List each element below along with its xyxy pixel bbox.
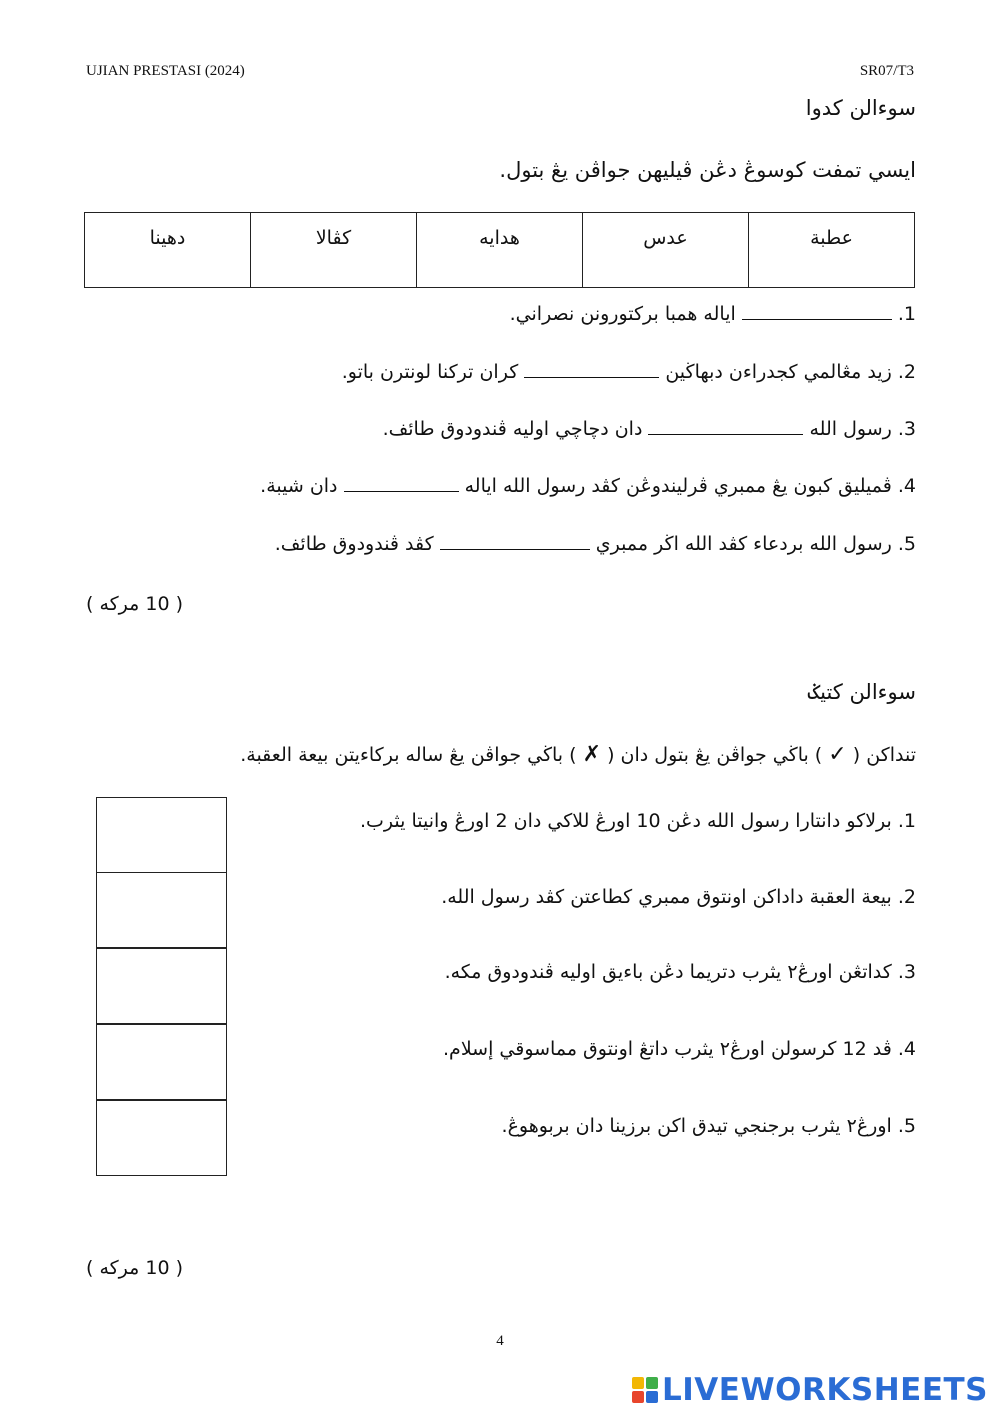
section-3-marks: ( 10 مركه ): [86, 1257, 184, 1279]
section-3-title: سوءالن كتيݢ: [807, 680, 916, 704]
statement-text: اورڠ٢ يثرب برجنجي تيدق اكن برزينا دان بربوهوڠ.: [501, 1115, 892, 1137]
statement-number: 1.: [897, 810, 916, 832]
section-2-title: سوءالن كدوا: [805, 96, 916, 120]
answer-blank[interactable]: [524, 376, 659, 378]
logo-square: [646, 1391, 658, 1403]
fill-question-5: [275, 533, 916, 555]
instruction-text: ) باڬي جواڤن يڠ بتول دان (: [607, 744, 823, 766]
check-mark-icon: ✓: [828, 742, 847, 767]
answer-box-5[interactable]: [96, 1100, 227, 1176]
question-number: 2.: [897, 361, 916, 383]
logo-text: LIVEWORKSHEETS: [662, 1372, 988, 1408]
question-text: كران تركنا لونترن باتو.: [341, 361, 519, 383]
question-text: كڤد ڤندودوق طائف.: [274, 533, 434, 555]
question-text: رسول الله: [809, 418, 892, 440]
statement-2: [441, 886, 916, 908]
statement-number: 3.: [897, 961, 916, 983]
logo-squares-icon: [632, 1377, 658, 1403]
answer-blank[interactable]: [648, 433, 803, 435]
fill-question-1: [510, 303, 916, 325]
section-2-instruction: ايسي تمفت كوسوڠ دڠن ڤيليهن جواڤن يڠ بتول.: [499, 158, 916, 182]
statement-text: بيعة العقبة داداكن اونتوق ممبري كطاعتن كڤد رسول الله.: [441, 886, 892, 908]
answer-box-3[interactable]: [96, 948, 227, 1024]
section-3-instruction: [240, 742, 916, 767]
fill-question-2: [342, 361, 916, 383]
answer-blank[interactable]: [742, 318, 892, 320]
answer-box-2[interactable]: [96, 872, 227, 948]
statement-number: 4.: [897, 1038, 916, 1060]
instruction-text: ) باڬي جواڤن يڠ ساله برکاءيتن بيعة العقبة.: [240, 744, 577, 766]
statement-4: [443, 1038, 916, 1060]
word-bank-item: هدايه: [417, 213, 583, 288]
statement-3: [445, 961, 916, 983]
statement-text: ڤد 12 كرسولن اورڠ٢ يثرب داتڠ اونتوق مماسوقي إسلام.: [443, 1038, 892, 1060]
word-bank-item: عدس: [583, 213, 749, 288]
page-number: 4: [496, 1333, 504, 1349]
fill-question-4: [260, 475, 916, 497]
question-number: 4.: [897, 475, 916, 497]
word-bank-item: عطبة: [749, 213, 915, 288]
statement-1: [360, 810, 916, 832]
section-2-marks: ( 10 مركه ): [86, 593, 184, 615]
logo-square: [632, 1391, 644, 1403]
question-text: دان شيبة.: [260, 475, 338, 497]
question-text: رسول الله بردعاء كڤد الله اڬر ممبري: [595, 533, 892, 555]
question-text: اياله همبا بركتورونن نصراني.: [509, 303, 736, 325]
question-text: زيد مڠالمي كجدراءن دبهاڬين: [665, 361, 892, 383]
answer-blank[interactable]: [440, 548, 590, 550]
liveworksheets-logo[interactable]: [632, 1372, 988, 1408]
instruction-text: تنداكن (: [852, 744, 916, 766]
logo-square: [632, 1377, 644, 1389]
statement-text: كداتڠن اورڠ٢ يثرب دتريما دڠن باءيق اوليه ڤندودوق مكه.: [444, 961, 892, 983]
answer-box-1[interactable]: [96, 797, 227, 873]
logo-square: [646, 1377, 658, 1389]
question-text: ڤميليق كبون يڠ ممبري ڤرليندوڠن كڤد رسول الله اياله: [464, 475, 892, 497]
question-number: 5.: [897, 533, 916, 555]
answer-box-4[interactable]: [96, 1024, 227, 1100]
fill-question-3: [383, 418, 916, 440]
exam-code: SR07/T3: [859, 63, 914, 79]
answer-blank[interactable]: [344, 490, 459, 492]
statement-number: 2.: [897, 886, 916, 908]
statement-5: [502, 1115, 916, 1137]
question-number: 3.: [897, 418, 916, 440]
question-text: دان دچاچي اوليه ڤندودوق طائف.: [382, 418, 643, 440]
word-bank-item: كڤالا: [251, 213, 417, 288]
cross-mark-icon: ✗: [582, 742, 602, 767]
question-number: 1.: [897, 303, 916, 325]
statement-text: برلاكو دانتارا رسول الله دڠن 10 اورڠ للاكي دان 2 اورڠ وانيتا يثرب.: [359, 810, 892, 832]
exam-title: UJIAN PRESTASI (2024): [86, 63, 245, 79]
statement-number: 5.: [897, 1115, 916, 1137]
word-bank-item: دهينا: [85, 213, 251, 288]
word-bank-table: [84, 212, 915, 288]
